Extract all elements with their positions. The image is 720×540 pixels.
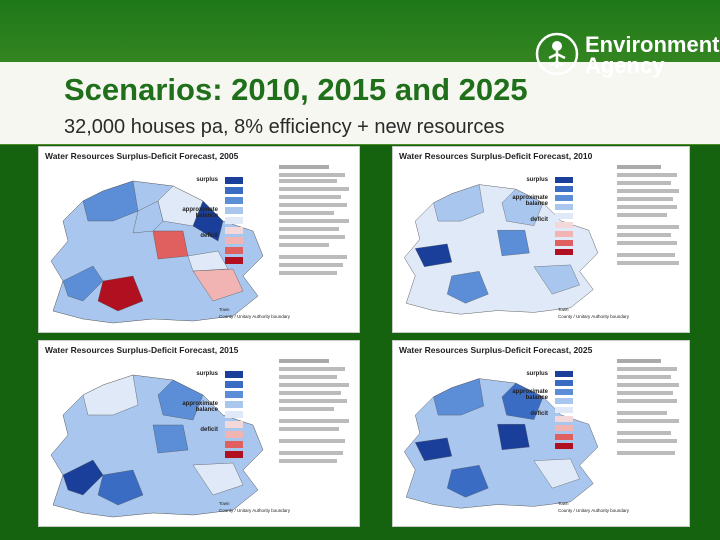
legend-surplus: surplus bbox=[526, 371, 548, 377]
key-boundary: County / Unitary Authority boundary bbox=[219, 314, 291, 319]
notes-block bbox=[279, 165, 353, 285]
legend-approx: approximate balance bbox=[182, 207, 218, 219]
legend-deficit: deficit bbox=[530, 411, 548, 417]
key-boundary: County / Unitary Authority boundary bbox=[558, 314, 630, 319]
legend-deficit: deficit bbox=[530, 217, 548, 223]
key-town: Town bbox=[558, 501, 569, 506]
panel-title: Water Resources Surplus-Deficit Forecast, 2010 bbox=[399, 151, 593, 161]
legend-surplus: surplus bbox=[196, 371, 218, 377]
legend-deficit: deficit bbox=[200, 233, 218, 239]
legend-surplus: surplus bbox=[526, 177, 548, 183]
forecast-panel-2010 bbox=[392, 146, 690, 333]
panel-title: Water Resources Surplus-Deficit Forecast, 2025 bbox=[399, 345, 593, 355]
notes-block bbox=[279, 359, 353, 479]
key-town: Town bbox=[558, 307, 569, 312]
agency-logo-icon bbox=[535, 32, 579, 76]
legend-swatches bbox=[225, 371, 245, 461]
forecast-panel-2025 bbox=[392, 340, 690, 527]
legend-swatches bbox=[555, 371, 575, 451]
slide-subtitle: 32,000 houses pa, 8% efficiency + new resources bbox=[64, 116, 505, 138]
legend-deficit: deficit bbox=[200, 427, 218, 433]
panel-title: Water Resources Surplus-Deficit Forecast, 2015 bbox=[45, 345, 239, 355]
map-key bbox=[219, 501, 290, 515]
panel-title: Water Resources Surplus-Deficit Forecast, 2005 bbox=[45, 151, 239, 161]
notes-block bbox=[617, 359, 683, 479]
forecast-panel-2015 bbox=[38, 340, 360, 527]
logo-line-2: Agency bbox=[585, 53, 665, 78]
environment-agency-logo bbox=[535, 32, 720, 88]
legend-approx: approximate balance bbox=[512, 389, 548, 401]
map-key bbox=[219, 307, 290, 321]
slide-title: Scenarios: 2010, 2015 and 2025 bbox=[64, 72, 528, 107]
forecast-panel-2005 bbox=[38, 146, 360, 333]
legend-swatches bbox=[555, 177, 575, 257]
map-key bbox=[558, 501, 629, 515]
key-town: Town bbox=[219, 501, 230, 506]
legend-surplus: surplus bbox=[196, 177, 218, 183]
legend-swatches bbox=[225, 177, 245, 267]
logo-line-1: Environment bbox=[585, 32, 720, 57]
notes-block bbox=[617, 165, 683, 285]
legend-approx: approximate balance bbox=[512, 195, 548, 207]
legend-approx: approximate balance bbox=[182, 401, 218, 413]
key-boundary: County / Unitary Authority boundary bbox=[558, 508, 630, 513]
map-key bbox=[558, 307, 629, 321]
key-town: Town bbox=[219, 307, 230, 312]
key-boundary: County / Unitary Authority boundary bbox=[219, 508, 291, 513]
